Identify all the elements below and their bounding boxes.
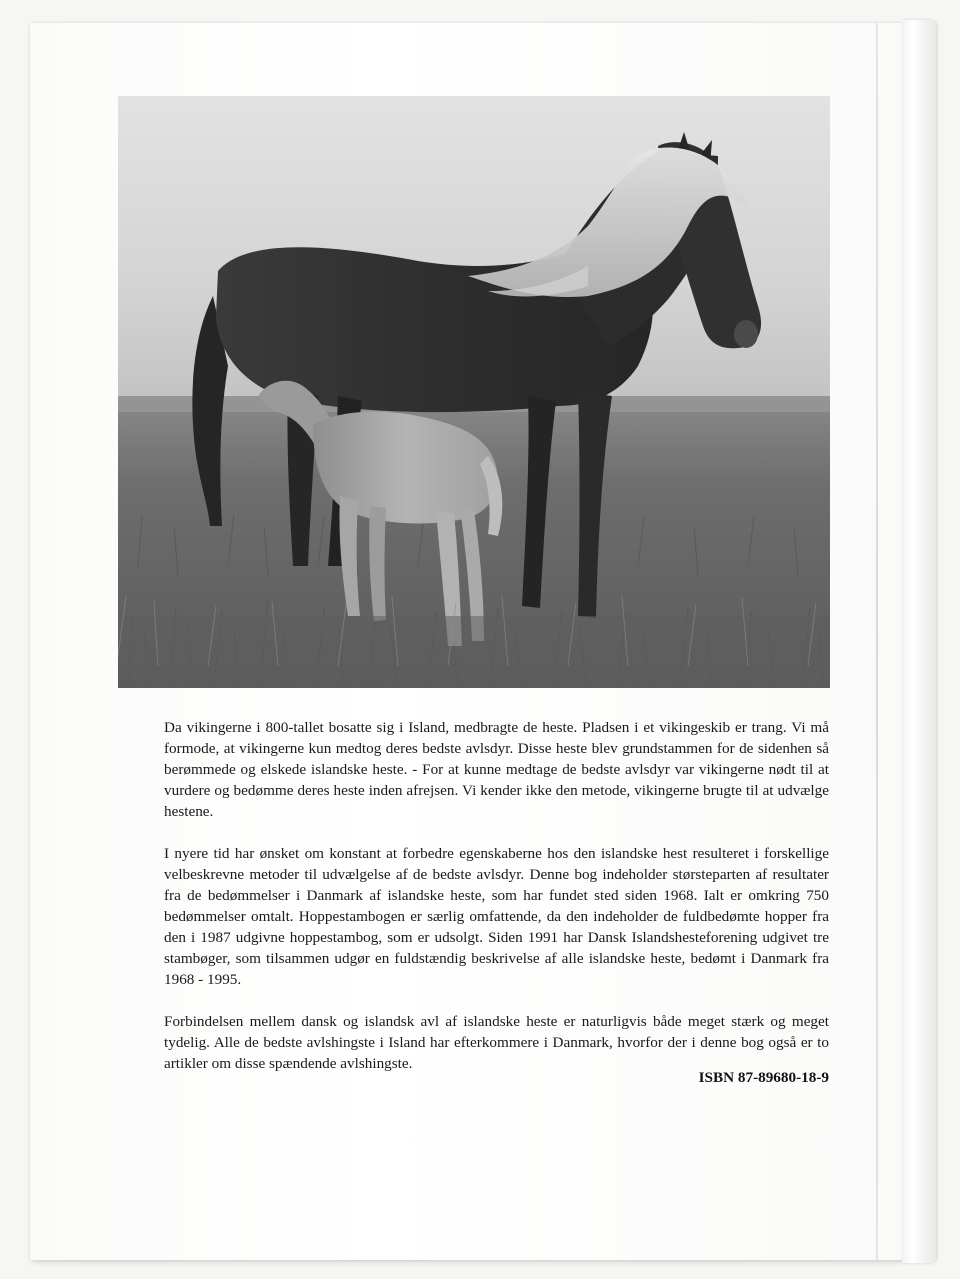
back-cover-blurb bbox=[164, 717, 829, 1095]
isbn-number: ISBN 87-89680-18-9 bbox=[698, 1069, 829, 1086]
blurb-paragraph-2: I nyere tid har ønsket om konstant at forbedre egenskaberne hos den islandske hest resulteret i forskellige velbeskrevne metoder til udvælgelse af de bedste avlsdyr. Denne bog indeholder størsteparten af resultater fra de bedømmelser i Danmark af islandske heste, som har fundet sted siden 1968. Ialt er omkring 750 bedømmelser omtalt. Hoppestambogen er særlig omfattende, da den indeholder de fuldbedømte hopper fra den i 1987 udgivne hoppestambog, som er udsolgt. Siden 1991 har Dansk Islandshesteforening udgivet tre stambøger, som tilsammen udgør en fuldstændig beskrivelse af alle islandske heste, bedømt i Danmark fra 1968 - 1995. bbox=[164, 845, 829, 988]
blurb-paragraph-3: Forbindelsen mellem dansk og islandsk avl af islandske heste er naturligvis både meget stærk og meget tydelig. Alle de bedste avlshingste i Island har efterkommere i Danmark, hvorfor der i denne bog også er to artikler om disse spændende avlshingste. bbox=[164, 1013, 829, 1072]
blurb-paragraph-1: Da vikingerne i 800-tallet bosatte sig i Island, medbragte de heste. Pladsen i et vikingeskib er trang. Vi må formode, at vikingerne kun medtog deres bedste avlsdyr. Disse heste blev grundstammen for de sidenhen så berømmede og elskede islandske heste. - For at kunne medtage de bedste avlsdyr var vikingerne nødt til at vurdere og bedømme deres heste inden afrejsen. Vi kender ikke den metode, vikingerne brugte til at udvælge hestene. bbox=[164, 719, 829, 820]
horse-mare-and-foal-photo bbox=[118, 96, 830, 688]
book-spine bbox=[902, 20, 936, 1263]
photo-illustration bbox=[118, 96, 830, 688]
spine-hinge bbox=[876, 23, 878, 1260]
